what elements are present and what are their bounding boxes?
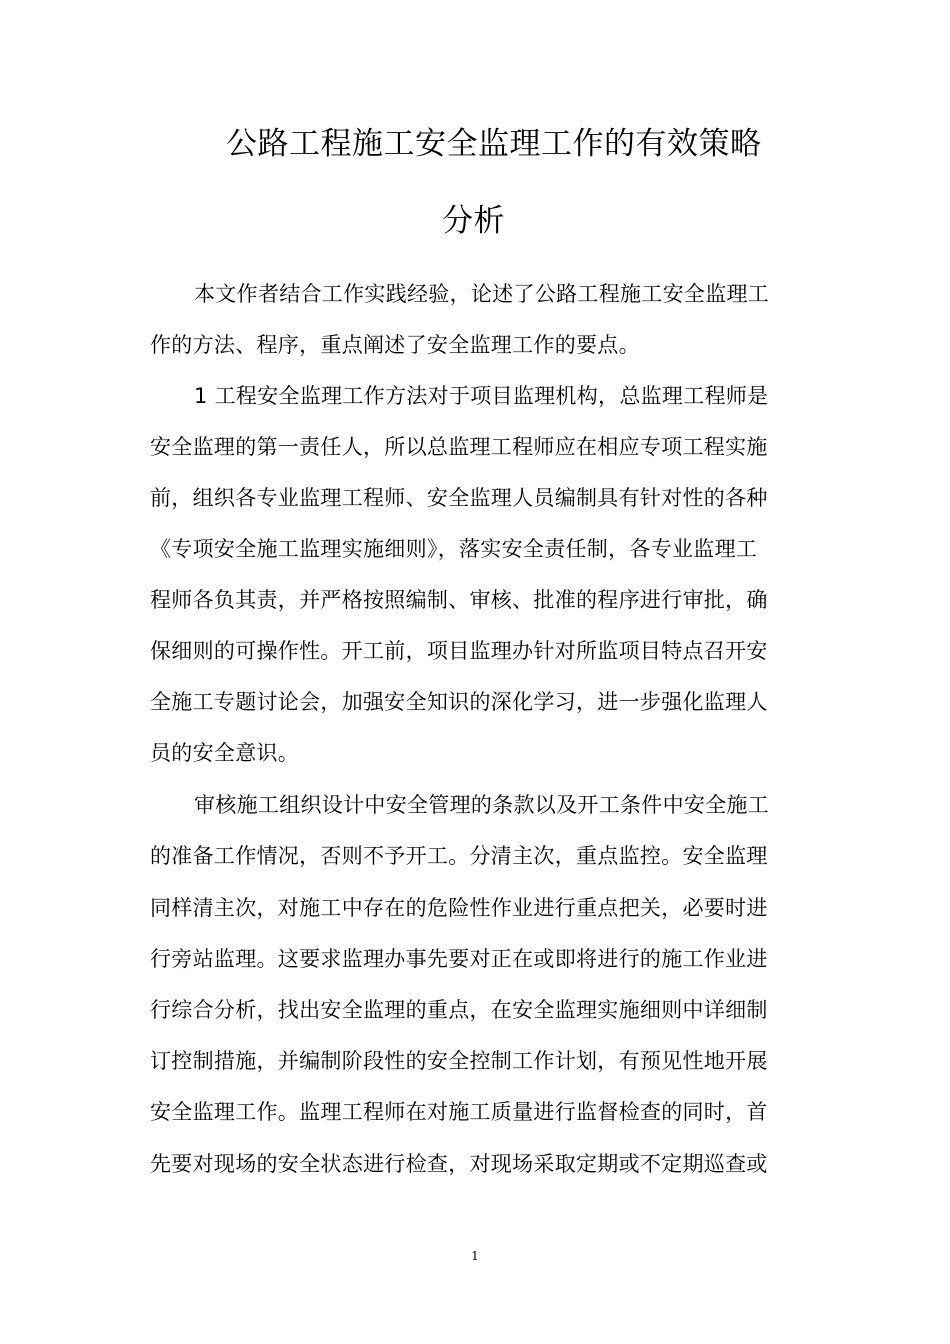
body-line: 1 工程安全监理工作方法对于项目监理机构，总监理工程师是 — [194, 384, 769, 408]
body-line: 《专项安全施工监理实施细则》，落实安全责任制，各专业监理工 — [150, 537, 758, 561]
body-line: 的准备工作情况，否则不予开工。分清主次，重点监控。安全监理 — [150, 844, 768, 868]
body-line: 员的安全意识。 — [150, 741, 300, 765]
body-line: 审核施工组织设计中安全管理的条款以及开工条件中安全施工 — [194, 793, 770, 817]
document-title-line-1: 公路工程施工安全监理工作的有效策略 — [226, 126, 762, 162]
body-line: 程师各负其责，并严格按照编制、审核、批准的程序进行审批，确 — [150, 588, 768, 612]
body-line: 本文作者结合工作实践经验，论述了公路工程施工安全监理工 — [194, 282, 770, 306]
body-line: 安全监理的第一责任人，所以总监理工程师应在相应专项工程实施 — [150, 435, 768, 459]
body-line: 订控制措施，并编制阶段性的安全控制工作计划，有预见性地开展 — [150, 1049, 768, 1073]
body-line: 保细则的可操作性。开工前，项目监理办针对所监项目特点召开安 — [150, 639, 768, 663]
body-line: 安全监理工作。监理工程师在对施工质量进行监督检查的同时，首 — [150, 1100, 768, 1124]
body-line: 同样清主次，对施工中存在的危险性作业进行重点把关，必要时进 — [150, 896, 768, 920]
document-title-line-2: 分析 — [442, 203, 505, 239]
body-line: 作的方法、程序，重点阐述了安全监理工作的要点。 — [150, 333, 640, 357]
body-line: 行旁站监理。这要求监理办事先要对正在或即将进行的施工作业进 — [150, 947, 768, 971]
page-number: 1 — [471, 1249, 479, 1263]
body-line: 行综合分析，找出安全监理的重点，在安全监理实施细则中详细制 — [150, 998, 768, 1022]
body-line: 全施工专题讨论会，加强安全知识的深化学习，进一步强化监理人 — [150, 690, 768, 714]
body-line: 先要对现场的安全状态进行检查，对现场采取定期或不定期巡查或 — [150, 1152, 768, 1176]
body-line: 前，组织各专业监理工程师、安全监理人员编制具有针对性的各种 — [150, 486, 768, 510]
